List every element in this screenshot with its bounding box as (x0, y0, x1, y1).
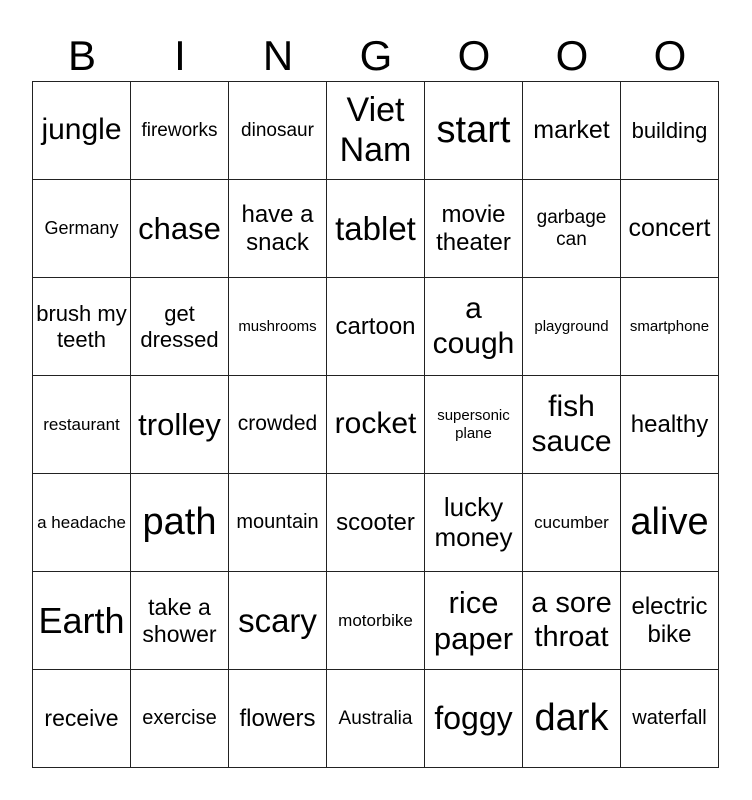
bingo-cell-text: movie theater (436, 200, 511, 256)
bingo-cell[interactable] (229, 572, 327, 670)
bingo-cell[interactable] (131, 376, 229, 474)
bingo-cell[interactable] (523, 180, 621, 278)
bingo-cell-text: scooter (336, 508, 415, 536)
bingo-cell-text: fireworks (141, 119, 218, 141)
bingo-cell[interactable] (621, 82, 719, 180)
bingo-cell[interactable] (327, 376, 425, 474)
bingo-cell-text: crowded (237, 412, 318, 436)
bingo-cell-text: playground (534, 317, 609, 335)
bingo-cell[interactable] (33, 376, 131, 474)
bingo-cell-text: have a snack (241, 200, 314, 256)
bingo-cell-text: mushrooms (238, 317, 317, 335)
bingo-cell[interactable] (621, 180, 719, 278)
bingo-cell-text: scary (238, 601, 317, 639)
bingo-cell-text: receive (44, 705, 119, 732)
bingo-cell-text: foggy (434, 700, 513, 737)
bingo-cell[interactable] (621, 572, 719, 670)
bingo-cell[interactable] (621, 278, 719, 376)
bingo-cell-text: healthy (630, 410, 709, 438)
bingo-cell-text: jungle (41, 113, 122, 147)
bingo-cell-text: a cough (432, 292, 515, 360)
bingo-cell-text: Viet Nam (339, 91, 412, 169)
bingo-cell[interactable] (33, 572, 131, 670)
bingo-cell[interactable] (131, 572, 229, 670)
bingo-cell[interactable] (425, 180, 523, 278)
bingo-cell-text: electric bike (631, 592, 708, 648)
bingo-cell[interactable] (33, 474, 131, 572)
bingo-board (32, 81, 719, 768)
bingo-cell[interactable] (327, 180, 425, 278)
bingo-cell-text: rice paper (433, 584, 514, 656)
bingo-cell-text: restaurant (43, 414, 120, 434)
bingo-cell-text: flowers (239, 704, 316, 732)
bingo-cell[interactable] (327, 474, 425, 572)
bingo-cell-text: start (436, 108, 511, 151)
bingo-cell[interactable] (33, 180, 131, 278)
bingo-cell-text: smartphone (629, 317, 710, 335)
bingo-cell[interactable] (229, 82, 327, 180)
bingo-cell[interactable] (229, 474, 327, 572)
bingo-cell[interactable] (131, 670, 229, 768)
bingo-cell[interactable] (229, 670, 327, 768)
bingo-cell[interactable] (131, 278, 229, 376)
bingo-cell-text: brush my teeth (36, 301, 127, 352)
bingo-cell[interactable] (33, 670, 131, 768)
bingo-cell[interactable] (425, 474, 523, 572)
bingo-cell-text: cartoon (335, 312, 416, 340)
bingo-cell[interactable] (131, 474, 229, 572)
bingo-cell[interactable] (523, 278, 621, 376)
bingo-cell[interactable] (131, 180, 229, 278)
bingo-cell-text: path (142, 500, 217, 543)
bingo-cell-text: garbage can (536, 206, 607, 250)
bingo-cell-text: motorbike (338, 610, 413, 630)
bingo-cell-text: fish sauce (531, 390, 612, 458)
bingo-cell[interactable] (621, 474, 719, 572)
bingo-cell[interactable] (327, 278, 425, 376)
header-letter-6: O (653, 32, 687, 79)
header-letter-3: G (359, 32, 393, 79)
bingo-cell[interactable] (425, 278, 523, 376)
bingo-cell-text: alive (630, 500, 709, 543)
bingo-cell-text: cucumber (534, 512, 609, 532)
bingo-cell-text: exercise (142, 707, 217, 729)
header-letter-0: B (67, 32, 96, 79)
header-letter-1: I (174, 32, 186, 79)
bingo-cell[interactable] (229, 278, 327, 376)
bingo-cell[interactable] (327, 82, 425, 180)
bingo-cell[interactable] (131, 82, 229, 180)
bingo-cell-text: supersonic plane (437, 407, 510, 442)
bingo-cell[interactable] (229, 180, 327, 278)
bingo-cell[interactable] (229, 376, 327, 474)
bingo-cell-text: rocket (334, 407, 417, 441)
bingo-cell-text: trolley (138, 406, 221, 442)
bingo-cell[interactable] (327, 670, 425, 768)
bingo-cell-text: dark (534, 696, 609, 739)
bingo-cell[interactable] (425, 670, 523, 768)
bingo-cell-text: market (533, 116, 610, 145)
bingo-cell[interactable] (523, 670, 621, 768)
bingo-cell[interactable] (523, 82, 621, 180)
bingo-cell-text: dinosaur (241, 119, 314, 141)
bingo-cell-text: tablet (335, 209, 416, 247)
bingo-cell[interactable] (33, 278, 131, 376)
bingo-cell[interactable] (425, 572, 523, 670)
bingo-cell[interactable] (327, 572, 425, 670)
header-letter-5: O (555, 32, 589, 79)
bingo-cell-text: concert (628, 214, 711, 243)
header-letter-4: O (457, 32, 491, 79)
bingo-cell-text: waterfall (632, 707, 707, 729)
bingo-cell-text: lucky money (434, 491, 513, 552)
bingo-cell[interactable] (523, 474, 621, 572)
bingo-cell-text: a headache (37, 512, 126, 532)
bingo-cell[interactable] (33, 82, 131, 180)
bingo-cell[interactable] (425, 376, 523, 474)
bingo-header (33, 30, 719, 82)
bingo-cell-text: Australia (338, 707, 413, 729)
header-letter-2: N (262, 32, 294, 79)
bingo-cell-text: a sore throat (531, 587, 612, 653)
bingo-cell[interactable] (523, 572, 621, 670)
bingo-cell[interactable] (621, 670, 719, 768)
bingo-cell-text: Earth (38, 599, 125, 641)
bingo-cell-text: get dressed (140, 301, 219, 352)
bingo-cell-text: Germany (44, 218, 119, 239)
bingo-cell-text: building (631, 117, 708, 143)
bingo-cell[interactable] (523, 376, 621, 474)
bingo-cell-text: mountain (236, 511, 319, 533)
bingo-cell-text: take a shower (142, 594, 217, 647)
bingo-cell[interactable] (621, 376, 719, 474)
bingo-cell[interactable] (425, 82, 523, 180)
bingo-cell-text: chase (138, 210, 221, 246)
